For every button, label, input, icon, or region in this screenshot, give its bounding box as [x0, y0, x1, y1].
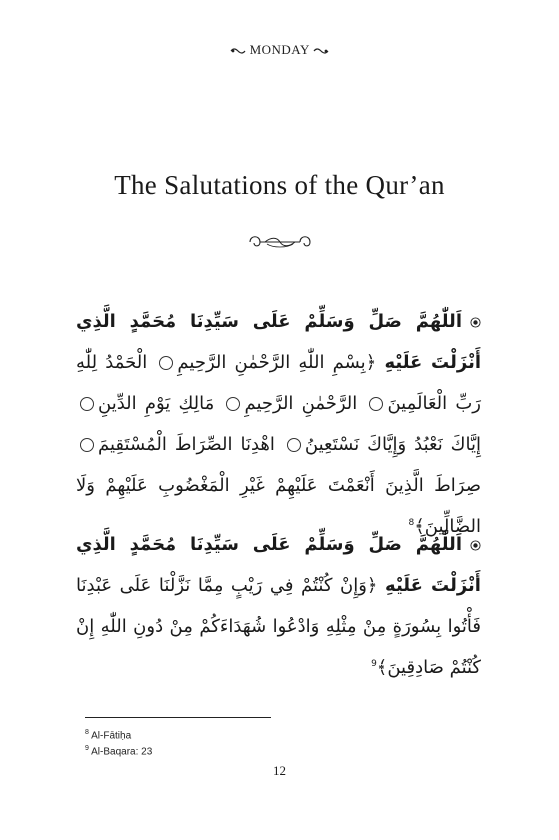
- rosette-bullet-icon: [470, 317, 481, 328]
- footnote-ref: 8: [408, 518, 415, 528]
- verse-text: اهْدِنَا الصِّرَاطَ الْمُسْتَقِيمَ: [98, 434, 275, 455]
- verse-text: ﴿وَإِنْ كُنْتُمْ فِي رَيْبٍ مِمَّا نَزَّلْنَا عَلَى عَبْدِنَا فَأْتُوا بِسُورَةٍ مِنْ مِثْلِهِ وَادْعُوا شُهَدَاءَكُمْ مِنْ دُونِ اللّٰهِ إِنْ كُنْتُمْ صَادِقِينَ﴾: [76, 575, 481, 678]
- verse-end-marker: [80, 438, 94, 452]
- verse-text: الرَّحْمٰنِ الرَّحِيمِ: [244, 393, 358, 414]
- verse-end-marker: [159, 356, 173, 370]
- salutation-baqara: [76, 524, 481, 688]
- verse-end-marker: [80, 397, 94, 411]
- running-head: [0, 42, 559, 58]
- page-title: The Salutations of the Qur’an: [114, 170, 445, 200]
- verse-end-marker: [287, 438, 301, 452]
- salawat-text: اَللّٰهُمَّ صَلِّ وَسَلِّمْ عَلَى سَيِّدِنَا مُحَمَّدٍ الَّذِي أَنْزَلْتَ عَلَيْهِ: [76, 534, 481, 596]
- rosette-bullet-icon: [470, 540, 481, 551]
- scroll-flourish-icon: [247, 232, 313, 252]
- footnote-rule: [85, 717, 271, 718]
- verse-end-marker: [226, 397, 240, 411]
- verse-text: صِرَاطَ الَّذِينَ أَنْعَمْتَ عَلَيْهِمْ غَيْرِ الْمَغْضُوبِ عَلَيْهِمْ وَلَا الضَّالِّينَ﴾: [76, 475, 481, 537]
- verse-text: مَالِكِ يَوْمِ الدِّينِ: [98, 393, 215, 414]
- footnote-item: $^8$ Al-Fātiḥa: [85, 729, 132, 742]
- running-head-label: MONDAY: [249, 42, 310, 57]
- fleuron-icon: [230, 47, 246, 55]
- salutation-fatiha: [76, 301, 481, 547]
- verse-text: الْحَمْدُ لِلّٰهِ رَبِّ الْعَالَمِينَ: [76, 352, 481, 414]
- page-number: 12: [273, 763, 286, 778]
- footnotes: [85, 726, 152, 759]
- footnote-ref: 9: [371, 659, 377, 669]
- verse-text: ﴿بِسْمِ اللّٰهِ الرَّحْمٰنِ الرَّحِيمِ: [177, 352, 377, 373]
- salawat-text: اَللّٰهُمَّ صَلِّ وَسَلِّمْ عَلَى سَيِّدِنَا مُحَمَّدٍ الَّذِي أَنْزَلْتَ عَلَيْهِ: [76, 311, 482, 373]
- fleuron-icon: [313, 47, 329, 55]
- verse-text: إِيَّاكَ نَعْبُدُ وَإِيَّاكَ نَسْتَعِينُ: [304, 434, 481, 455]
- verse-end-marker: [369, 397, 383, 411]
- footnote-item: $^9$ Al-Baqara: 23: [85, 745, 153, 758]
